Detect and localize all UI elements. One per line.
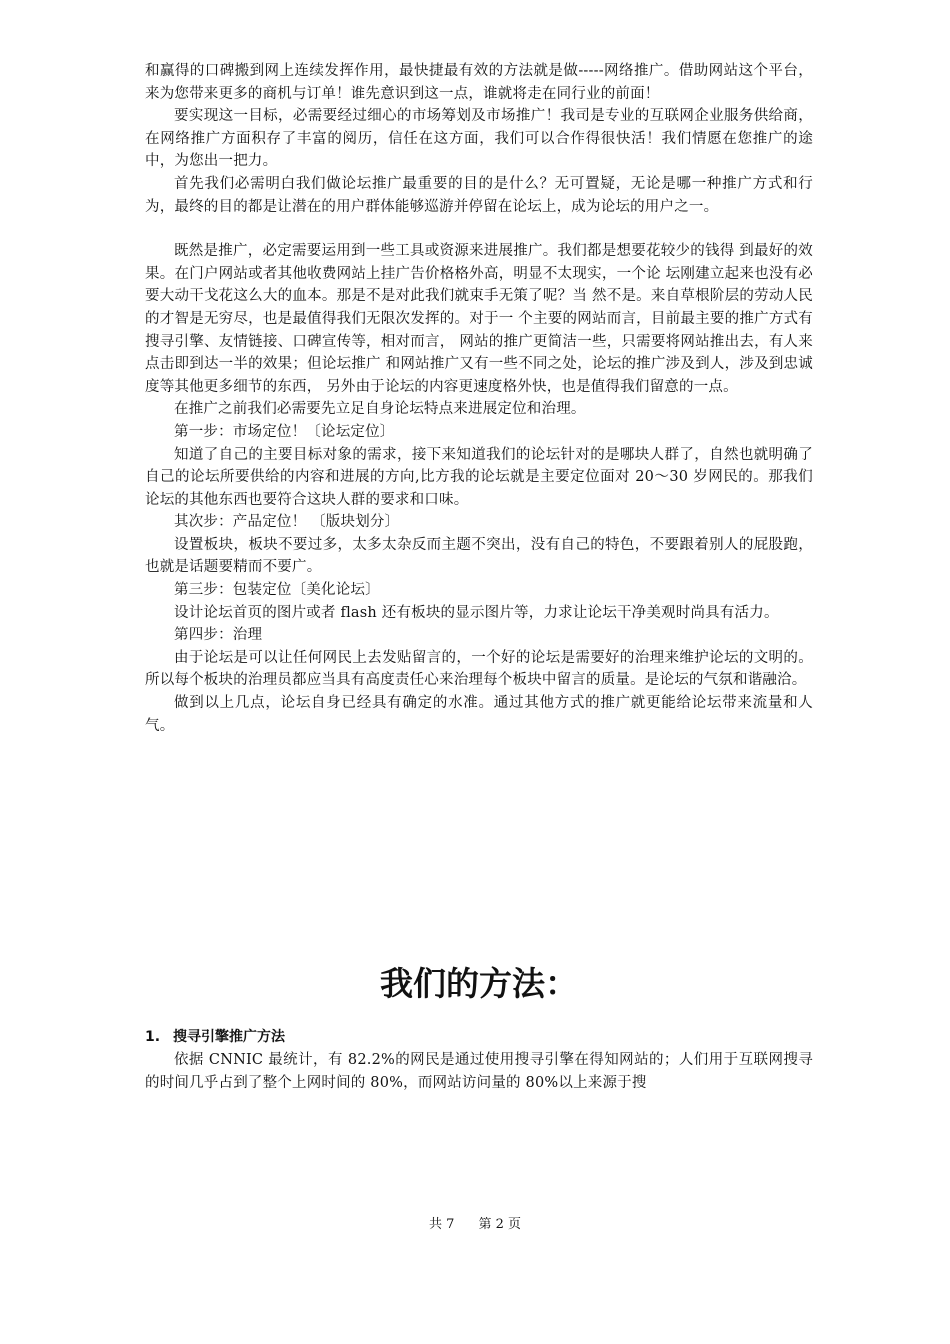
page-total: 共 7 bbox=[428, 1217, 455, 1232]
body-text bbox=[145, 60, 813, 737]
step-3-body: 设计论坛首页的图片或者 flash 还有板块的显示图片等，力求让论坛干净美观时尚具有活力。 bbox=[174, 604, 779, 621]
page-number: 第 2 页 bbox=[478, 1217, 522, 1232]
step-4-body: 由于论坛是可以让任何网民上去发贴留言的，一个好的论坛是需要好的治理来维护论坛的文明的。所以每个板块的治理员都应当具有高度责任心来治理每个板块中留言的质量。是论坛的气氛和谐融洽。 bbox=[145, 649, 813, 689]
step-1-title: 第一步：市场定位！〔论坛定位〕 bbox=[174, 423, 395, 440]
page-footer bbox=[0, 1216, 950, 1234]
step-2-body: 设置板块，板块不要过多，太多太杂反而主题不突出，没有自己的特色，不要跟着别人的屁股跑，也就是话题要精而不要广。 bbox=[145, 536, 813, 576]
step-3-title: 第三步：包装定位〔美化论坛〕 bbox=[174, 582, 380, 599]
paragraph-conclusion: 做到以上几点，论坛自身已经具有确定的水准。通过其他方式的推广就更能给论坛带来流量和人气。 bbox=[145, 695, 813, 734]
paragraph-tools: 既然是推广，必定需要运用到一些工具或资源来进展推广。我们都是想要花较少的钱得 到最好的效果。在门户网站或者其他收费网站上挂广告价格格外高，明显不太现实，一个论 坛刚建立起来也没有必要大动干戈花这么大的血本。那是不是对此我们就束手无策了呢？当 然不是。来自草根阶层的劳动人民的才智是无穷尽，也是最值得我们无限次发挥的。对于一 个主要的网站而言，目前最主要的推广方式有搜寻引擎、友情链接、口碑宣传等，相对而言， 网站的推广更简洁一些，只需要将网站推出去，有人来点击即到达一半的效果；但论坛推广 和网站推广又有一些不同之处，论坛的推广涉及到人，涉及到忠诚度等其他更多细节的东西， 另外由于论坛的内容更速度格外快，也是值得我们留意的一点。 bbox=[145, 243, 813, 395]
paragraph-positioning: 在推广之前我们必需要先立足自身论坛特点来进展定位和治理。 bbox=[174, 401, 586, 418]
paragraph-gap bbox=[145, 218, 813, 240]
method-title-text: 搜寻引擎推广方法 bbox=[173, 1029, 285, 1045]
paragraph-purpose: 首先我们必需明白我们做论坛推广最重要的目的是什么？无可置疑，无论是哪一种推广方式和行为，最终的目的都是让潜在的用户群体能够巡游并停留在论坛上，成为论坛的用户之一。 bbox=[145, 175, 813, 215]
method-title bbox=[145, 1026, 813, 1048]
method-body-text: 依据 CNNIC 最统计，有 82.2%的网民是通过使用搜寻引擎在得知网站的；人们用于互联网搜寻的时间几乎占到了整个上网时间的 80%，而网站访问量的 80%以上来源于搜 bbox=[145, 1052, 813, 1091]
step-4-title: 第四步：治理 bbox=[174, 627, 263, 644]
method-number: 1. bbox=[145, 1029, 161, 1045]
paragraph-intro: 和赢得的口碑搬到网上连续发挥作用，最快捷最有效的方法就是做-----网络推广。借助网站这个平台，来为您带来更多的商机与订单！谁先意识到这一点，谁就将走在同行业的前面！ bbox=[145, 63, 813, 102]
section-heading: 我们的方法： bbox=[380, 964, 578, 1003]
step-2-title: 其次步：产品定位！ 〔版块划分〕 bbox=[174, 514, 400, 531]
method-body bbox=[145, 1049, 813, 1094]
paragraph-goal: 要实现这一目标，必需要经过细心的市场筹划及市场推广！我司是专业的互联网企业服务供给商，在网络推广方面积存了丰富的阅历，信任在这方面，我们可以合作得很快活！我们情愿在您推广的途中，为您出一把力。 bbox=[145, 108, 813, 170]
step-1-body: 知道了自己的主要目标对象的需求，接下来知道我们的论坛针对的是哪块人群了，自然也就明确了自己的论坛所要供给的内容和进展的方向,比方我的论坛就是主要定位面对 20～30 岁网民的。那我们论坛的其他东西也要符合这块人群的要求和口味。 bbox=[145, 446, 813, 508]
